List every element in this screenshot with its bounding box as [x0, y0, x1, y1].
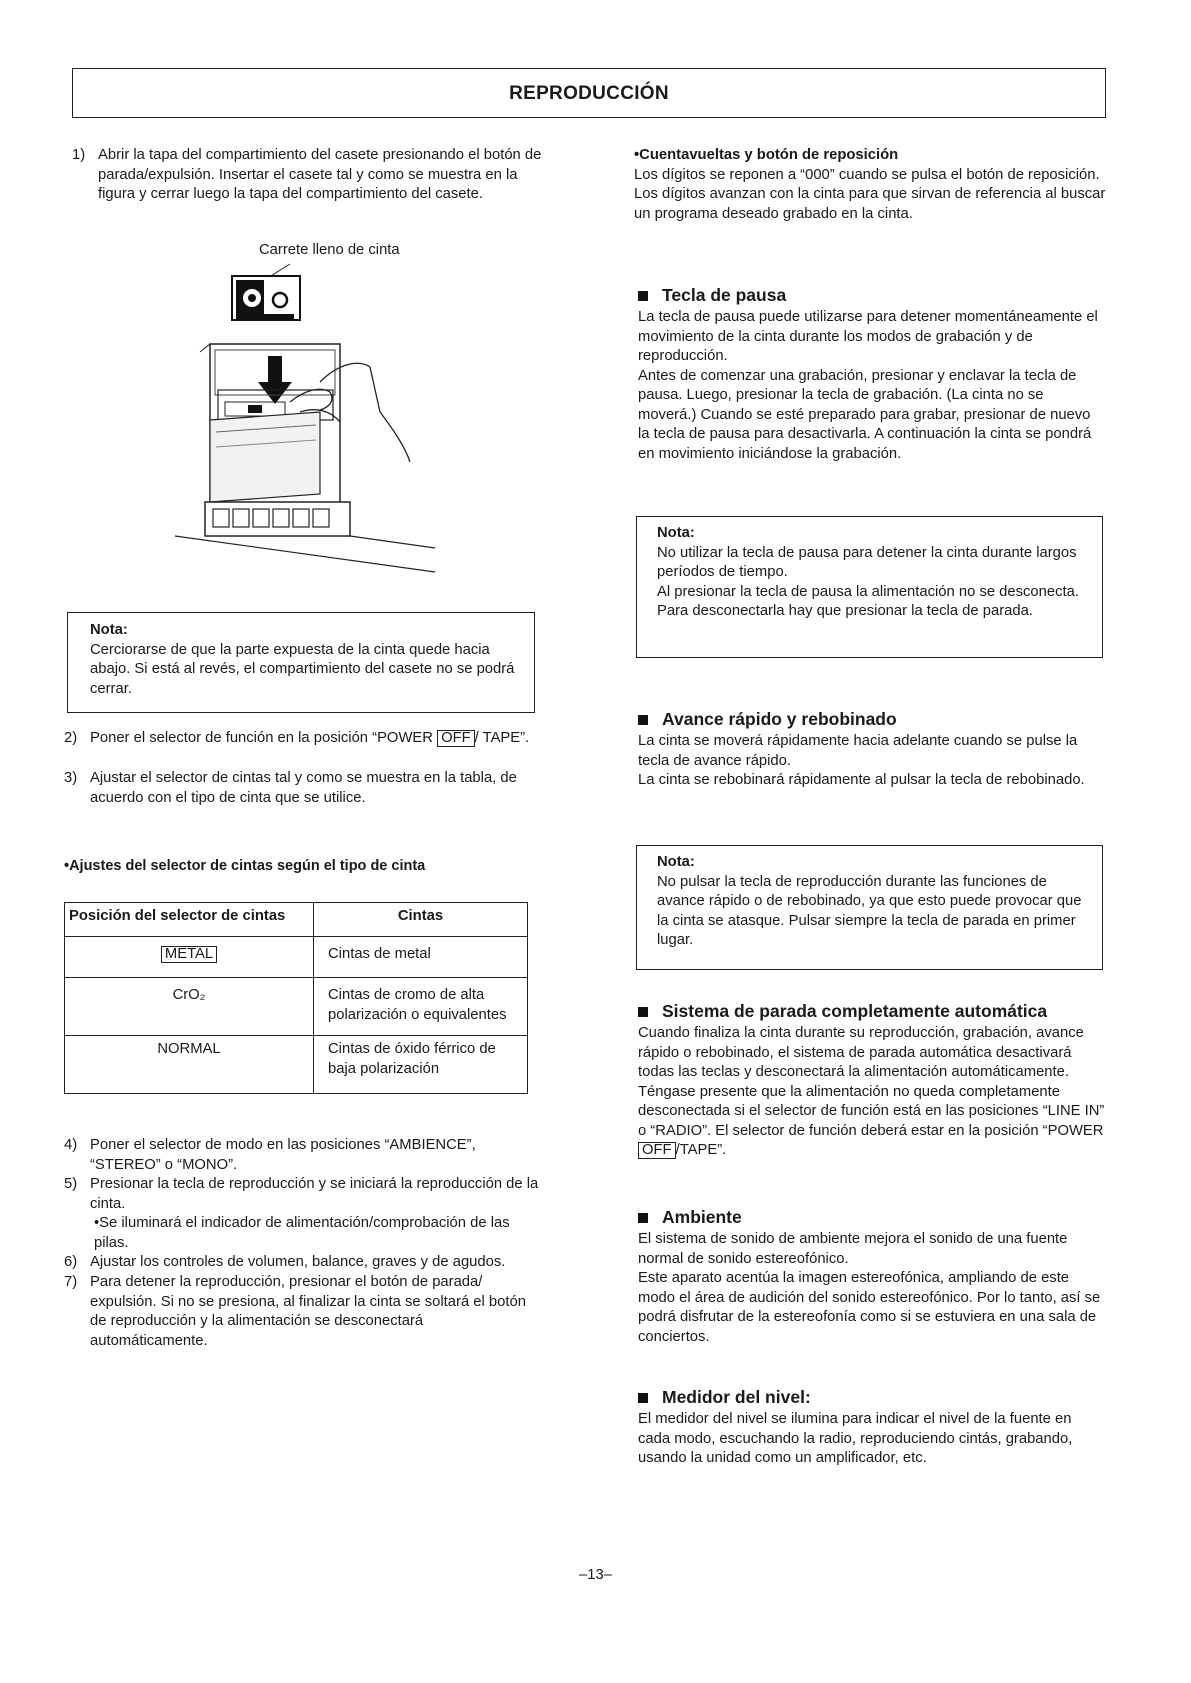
note-box-ff — [636, 845, 1103, 970]
ff-text-1: La cinta se moverá rápidamente hacia adelante cuando se pulse la tecla de avance rápido. — [638, 733, 1078, 769]
pause-text-1: La tecla de pausa puede utilizarse para detener momentáneamente el movimiento de la cinta durante los modos de grabación y de reproducción. — [638, 309, 1098, 364]
level-meter-section — [638, 1387, 1106, 1469]
table-cell-position: CrO₂ — [65, 978, 314, 1036]
ambience-text-1: El sistema de sonido de ambiente mejora el sonido de una fuente normal de sonido estereofónico. — [638, 1231, 1068, 1267]
table-cell-tape: Cintas de óxido férrico de baja polarización — [314, 1036, 528, 1094]
section-bullet-icon — [638, 1213, 648, 1223]
note-title: Nota: — [657, 525, 695, 541]
page-title: REPRODUCCIÓN — [509, 83, 669, 104]
off-label: OFF — [638, 1142, 676, 1159]
note-text-1: No utilizar la tecla de pausa para detener la cinta durante largos períodos de tiempo. — [657, 544, 1077, 580]
step-3: 3) Ajustar el selector de cintas tal y como se muestra en la tabla, de acuerdo con el tipo de cinta que se utilice. — [64, 770, 517, 806]
note-text: Cerciorarse de que la parte expuesta de la cinta quede hacia abajo. Si está al revés, el compartimiento del casete no se podrá cerrar. — [90, 641, 515, 697]
note-title: Nota: — [657, 854, 695, 870]
section-bullet-icon — [638, 715, 648, 725]
meter-text: El medidor del nivel se ilumina para indicar el nivel de la fuente en cada modo, escuchando la radio, reproduciendo cintás, grabando, usando la unidad como un amplificador, etc. — [638, 1411, 1073, 1466]
note-text: No pulsar la tecla de reproducción durante las funciones de avance rápido o de rebobinado, ya que esto puede provocar que la cinta se atasque. Pulsar siempre la tecla de parada en primer lugar. — [657, 873, 1082, 948]
table-row — [65, 937, 528, 978]
table-cell-position: NORMAL — [65, 1036, 314, 1094]
auto-stop-title: Sistema de parada completamente automática — [662, 1001, 1048, 1021]
note-text-2: Al presionar la tecla de pausa la alimentación no se desconecta. Para desconectarla hay que presionar la tecla de parada. — [657, 583, 1079, 619]
note-box-cassette — [67, 612, 535, 713]
table-cell-tape: Cintas de metal — [314, 937, 528, 978]
ambience-section — [638, 1207, 1106, 1347]
auto-stop-text-1: Cuando finaliza la cinta durante su reproducción, grabación, avance rápido o rebobinado, el sistema de parada automática desactivará todas las teclas y desconectará la alimentación automáticamente. — [638, 1025, 1084, 1080]
table-header-position: Posición del selector de cintas — [65, 903, 314, 937]
table-row — [65, 1036, 528, 1094]
table-header-tapes: Cintas — [314, 903, 528, 937]
ambience-title: Ambiente — [662, 1207, 742, 1227]
ff-title: Avance rápido y rebobinado — [662, 709, 897, 729]
step-5: 5) Presionar la tecla de reproducción y se iniciará la reproducción de la cinta. •Se iluminará el indicador de alimentación/comprobación de las pilas. — [64, 1175, 542, 1253]
auto-stop-section: Sistema de parada completamente automática Cuando finaliza la cinta durante su reproducción, grabación, avance rápido o rebobinado, el sistema de parada automática desactivará todas las teclas y desconectará la alimentación automáticamente. Téngase presente que la alimentación no queda completamente desconectada si el selector de función está en las posiciones “LINE IN” o “RADIO”. El selector de función deberá estar en la posición “POWER OFF /TAPE”. — [638, 1001, 1105, 1158]
note-title: Nota: — [90, 622, 128, 638]
step-6: 6) Ajustar los controles de volumen, balance, graves y de agudos. — [64, 1254, 506, 1270]
page-number: –13– — [579, 1567, 612, 1583]
cassette-insertion-illustration — [170, 262, 440, 582]
section-bullet-icon — [638, 291, 648, 301]
step-2: 2) Poner el selector de función en la posición “POWER OFF / TAPE”. — [64, 730, 530, 746]
counter-section — [634, 146, 1106, 224]
ambience-text-2: Este aparato acentúa la imagen estereofónica, ampliando de este modo el área de audición del sonido estereofónico. Por lo tanto, así se podrá disfrutar de la estereofonía como si se estuviera en una sala de conciertos. — [638, 1270, 1101, 1345]
title-box — [72, 68, 1106, 118]
tape-selector-table — [64, 902, 528, 1094]
counter-title: •Cuentavueltas y botón de reposición — [634, 147, 899, 163]
pause-section — [638, 285, 1106, 464]
step-1: 1) Abrir la tapa del compartimiento del casete presionando el botón de parada/expulsión. Insertar el casete tal y como se muestra en la figura y cerrar luego la tapa del compartimiento del casete. — [72, 147, 542, 202]
counter-text: Los dígitos se reponen a “000” cuando se pulsa el botón de reposición. Los dígitos avanzan con la cinta para que sirvan de referencia al buscar un programa deseado grabado en la cinta. — [634, 166, 1106, 222]
table-cell-tape: Cintas de cromo de alta polarización o equivalentes — [314, 978, 528, 1036]
ff-text-2: La cinta se rebobinará rápidamente al pulsar la tecla de rebobinado. — [638, 772, 1085, 788]
insert-arrow-icon — [258, 356, 292, 404]
table-title: •Ajustes del selector de cintas según el tipo de cinta — [64, 858, 426, 874]
section-bullet-icon — [638, 1393, 648, 1403]
fast-forward-section — [638, 709, 1106, 791]
figure-caption: Carrete lleno de cinta — [259, 242, 400, 258]
section-bullet-icon — [638, 1007, 648, 1017]
pause-title: Tecla de pausa — [662, 285, 787, 305]
step-4: 4) Poner el selector de modo en las posiciones “AMBIENCE”, “STEREO” o “MONO”. — [64, 1137, 476, 1173]
table-row — [65, 978, 528, 1036]
cassette-icon — [232, 276, 300, 320]
step-7: 7) Para detener la reproducción, presionar el botón de parada/ expulsión. Si no se presiona, al finalizar la cinta se soltará el botón de reproducción y la alimentación se desconectará automáticamente. — [64, 1274, 526, 1349]
off-label: OFF — [437, 730, 475, 747]
table-cell-position: METAL — [161, 946, 217, 963]
meter-title: Medidor del nivel: — [662, 1387, 811, 1407]
pause-text-2: Antes de comenzar una grabación, presionar y enclavar la tecla de pausa. Luego, presionar la tecla de grabación. (La cinta no se moverá.) Cuando se esté preparado para grabar, presionar de nuevo la tecla de pausa para desactivarla. A continuación la cinta se pondrá en movimiento iniciándose la grabación. — [638, 367, 1092, 462]
step-5-bullet: •Se iluminará el indicador de alimentación/comprobación de las pilas. — [94, 1215, 510, 1251]
note-box-pause — [636, 516, 1103, 658]
